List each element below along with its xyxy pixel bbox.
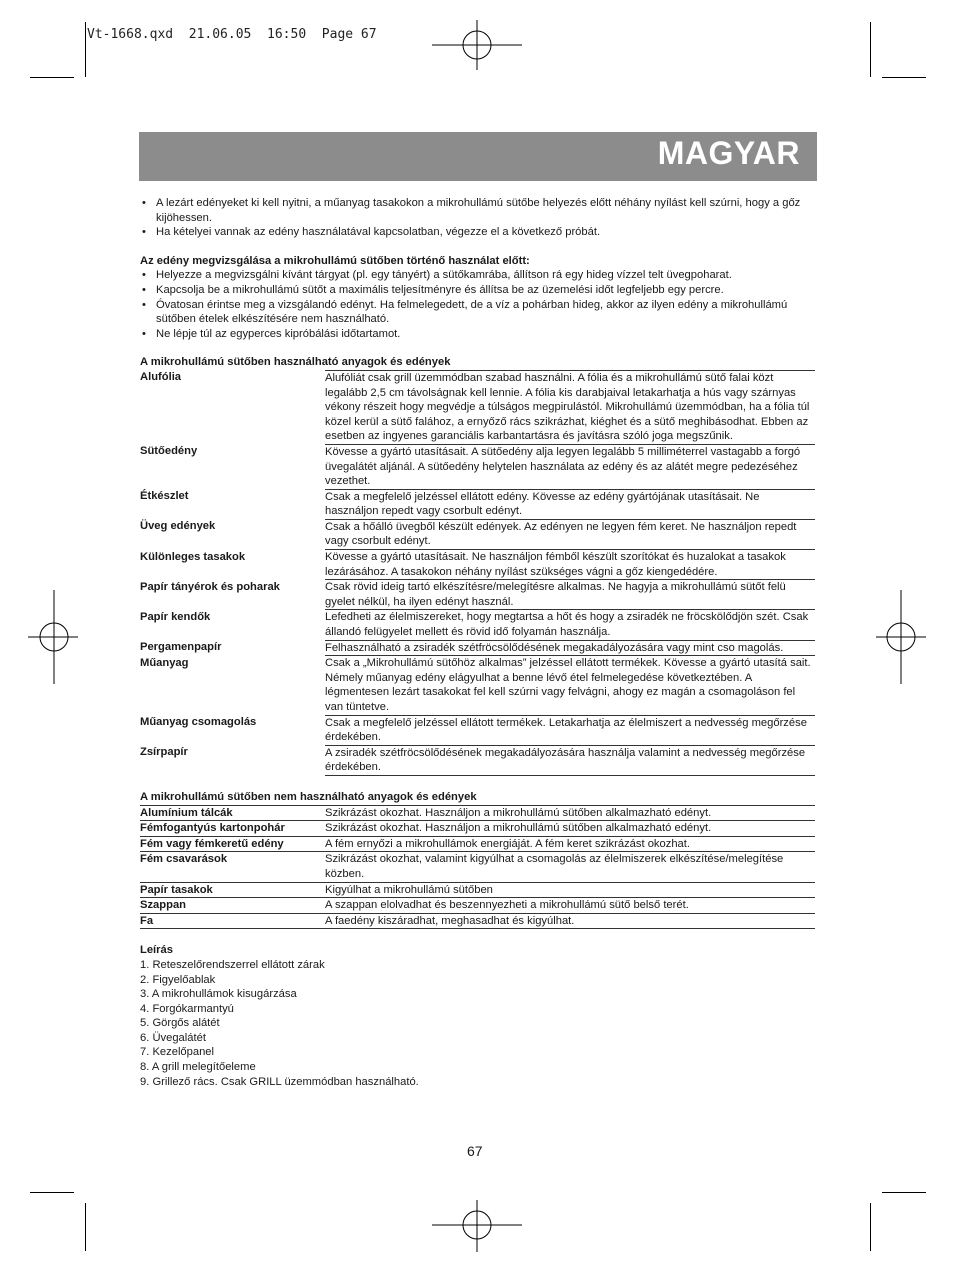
material-desc: Csak a „Mikrohullámú sütőhöz alkalmas” jelzéssel ellátott termékek. Kövesse a gyártó utasítá sait. Némely műanyag edény elágyulhat a benne lévő étel felmelegedése következtében. A légmentesen lezárt tasakokat fel kell szúrni vagy felvágni, ahogy ez magán a csomagoláson fel van tüntetve. — [325, 656, 815, 715]
table-row — [140, 898, 815, 914]
registration-mark-right — [876, 590, 926, 684]
list-item: • A lezárt edényeket ki kell nyitni, a műanyag tasakokon a mikrohullámú sütőbe helyezés előtt néhány nyílást kell szúrni, hogy a gőz kijöhessen. — [140, 196, 816, 225]
list-item: 1. Reteszelőrendszerrel ellátott zárak — [140, 958, 325, 971]
crop-mark — [882, 77, 926, 78]
list-item: • Kapcsolja be a mikrohullámú sütőt a maximális teljesítményre és állítsa be az üzemelési időt legfeljebb egy percre. — [140, 283, 816, 298]
material-term: Üveg edények — [140, 520, 216, 533]
list-item: 2. Figyelőablak — [140, 973, 216, 986]
test-heading: Az edény megvizsgálása a mikrohullámú sütőben történő használat előtt: — [140, 254, 530, 267]
table-row — [140, 882, 815, 898]
table-row — [140, 519, 815, 549]
material-term: Különleges tasakok — [140, 550, 246, 563]
table-row — [140, 715, 815, 745]
crop-mark — [30, 77, 74, 78]
list-item: 3. A mikrohullámok kisugárzása — [140, 988, 297, 1001]
unusable-materials-table — [140, 805, 815, 930]
banner-title: MAGYAR — [657, 135, 800, 171]
table-row — [140, 444, 815, 489]
test-bullet-list — [140, 268, 816, 341]
material-term: Műanyag — [140, 656, 189, 669]
usable-materials-table — [140, 370, 815, 776]
table-row — [140, 489, 815, 519]
material-desc: A faedény kiszáradhat, meghasadhat és kigyúlhat. — [325, 913, 815, 929]
material-term: Papír tányérok és poharak — [140, 580, 280, 593]
material-desc: A zsiradék szétfröcsölődésének megakadályozására használja valamint a nedvesség megőrzése érdekében. — [325, 745, 815, 775]
table-row — [140, 852, 815, 882]
table-row — [140, 805, 815, 821]
table-row — [140, 913, 815, 929]
material-desc: Lefedheti az élelmiszereket, hogy megtartsa a hőt és hogy a zsiradék ne fröcskölődjön szét. Csak állandó felügyelet mellett és rövid idő folyamán használja. — [325, 610, 815, 640]
table-row — [140, 745, 815, 775]
table-row — [140, 610, 815, 640]
list-item: • Helyezze a megvizsgálni kívánt tárgyat (pl. egy tányért) a sütőkamrába, állítson rá egy hideg vízzel telt üvegpoharat. — [140, 268, 816, 283]
material-desc: Alufóliát csak grill üzemmódban szabad használni. A fólia és a mikrohullámú sütő falai közt legalább 2,5 cm távolságnak kell lennie. A fólia kis darabjaival letakarhatja a hús vagy szárnyas vékony részeit hogy megvédje a túlságos megpirulástól. Mikrohullámú üzemmódban, ha a fólia túl közel kerül a sütő falához, a ernyőző rács szikrázhat, kiéghet és a sütő meghibásodhat. Ebben az esetben az ingyenes garanciális karbantartásra és javításra szóló joga megszűnik. — [325, 370, 815, 444]
crop-mark — [85, 1203, 86, 1251]
material-term: Étkészlet — [140, 490, 189, 503]
table-row — [140, 580, 815, 610]
list-item: 9. Grillező rács. Csak GRILL üzemmódban használható. — [140, 1075, 419, 1088]
list-item: 8. A grill melegítőeleme — [140, 1061, 256, 1074]
list-item: 5. Görgős alátét — [140, 1017, 220, 1030]
material-term: Alumínium tálcák — [140, 805, 325, 821]
list-item: • Ne lépje túl az egyperces kipróbálási időtartamot. — [140, 327, 816, 342]
list-item: 7. Kezelőpanel — [140, 1046, 215, 1059]
material-term: Fém vagy fémkeretű edény — [140, 836, 325, 852]
material-term: Zsírpapír — [140, 746, 188, 759]
material-desc: Kigyúlhat a mikrohullámú sütőben — [325, 882, 815, 898]
registration-mark-left — [28, 590, 78, 684]
language-banner — [139, 132, 817, 181]
description-list — [140, 958, 816, 1089]
material-term: Alufólia — [140, 371, 182, 384]
material-term: Műanyag csomagolás — [140, 716, 257, 729]
material-desc: A szappan elolvadhat és beszennyezheti a mikrohullámú sütő belső terét. — [325, 898, 815, 914]
unusable-heading: A mikrohullámú sütőben nem használható anyagok és edények — [140, 790, 477, 803]
registration-mark-top — [432, 18, 524, 70]
table-row — [140, 640, 815, 656]
material-desc: Felhasználható a zsiradék szétfröcsölődésének megakadályozására vagy mint cso magolás. — [325, 640, 815, 656]
intro-bullet-list — [140, 196, 816, 240]
list-item: • Ha kételyei vannak az edény használatával kapcsolatban, végezze el a következő próbát. — [140, 225, 816, 240]
material-term: Fém csavarások — [140, 852, 325, 882]
material-desc: Szikrázást okozhat. Használjon a mikrohullámú sütőben alkalmazható edényt. — [325, 821, 815, 837]
material-desc: Csak rövid ideig tartó elkészítésre/melegítésre alkalmas. Ne hagyja a mikrohullámú sütőt felü gyelet nélkül, ha ilyen edényt használ. — [325, 580, 815, 610]
material-desc: Szikrázást okozhat. Használjon a mikrohullámú sütőben alkalmazható edényt. — [325, 805, 815, 821]
crop-mark — [870, 1203, 871, 1251]
material-term: Papír tasakok — [140, 882, 325, 898]
material-desc: Csak a megfelelő jelzéssel ellátott termékek. Letakarhatja az élelmiszert a nedvesség megőrzése érdekében. — [325, 715, 815, 745]
page-number: 67 — [467, 1143, 483, 1159]
material-desc: Csak a hőálló üvegből készült edények. Az edényen ne legyen fém keret. Ne használjon repedt vagy csorbult edényt. — [325, 519, 815, 549]
material-term: Szappan — [140, 898, 325, 914]
material-term: Fa — [140, 913, 325, 929]
print-slug: Vt-1668.qxd 21.06.05 16:50 Page 67 — [87, 27, 377, 42]
material-desc: Csak a megfelelő jelzéssel ellátott edény. Kövesse az edény gyártójának utasításait. Ne használjon repedt vagy csorbult edényt. — [325, 489, 815, 519]
table-row — [140, 550, 815, 580]
table-row — [140, 656, 815, 715]
registration-mark-bottom — [432, 1198, 524, 1254]
description-heading: Leírás — [140, 944, 173, 957]
list-item: 4. Forgókarmantyú — [140, 1002, 234, 1015]
material-desc: A fém ernyőzi a mikrohullámok energiáját. A fém keret szikrázást okozhat. — [325, 836, 815, 852]
material-term: Fémfogantyús kartonpohár — [140, 821, 325, 837]
table-row — [140, 821, 815, 837]
crop-mark — [30, 1192, 74, 1193]
material-term: Sütőedény — [140, 445, 198, 458]
list-item: 6. Üvegalátét — [140, 1031, 206, 1044]
page-content — [140, 196, 816, 1089]
usable-heading: A mikrohullámú sütőben használható anyagok és edények — [140, 356, 451, 369]
material-desc: Kövesse a gyártó utasításait. Ne használjon fémből készült szorítókat és huzalokat a tasakok lezárásához. A tasakokon néhány nyílást szükséges vágni a gőz kiengedédére. — [325, 550, 815, 580]
material-desc: Kövesse a gyártó utasításait. A sütőedény alja legyen legalább 5 milliméterrel vastagabb a forgó üvegalátét aljánál. A sütőedény helytelen használata az edény és az alátét megre pedezéséhez vezethet. — [325, 444, 815, 489]
table-row — [140, 836, 815, 852]
crop-mark — [882, 1192, 926, 1193]
material-term: Papír kendők — [140, 610, 211, 623]
crop-mark — [870, 22, 871, 77]
list-item: • Óvatosan érintse meg a vizsgálandó edényt. Ha felmelegedett, de a víz a pohárban hideg, akkor az ilyen edény a mikrohullámú sütőben ételek elkészítésére nem használható. — [140, 298, 816, 327]
table-row — [140, 370, 815, 444]
material-desc: Szikrázást okozhat, valamint kigyúlhat a csomagolás az élelmiszerek elkészítése/melegítése közben. — [325, 852, 815, 882]
material-term: Pergamenpapír — [140, 641, 222, 654]
crop-mark — [85, 22, 86, 77]
